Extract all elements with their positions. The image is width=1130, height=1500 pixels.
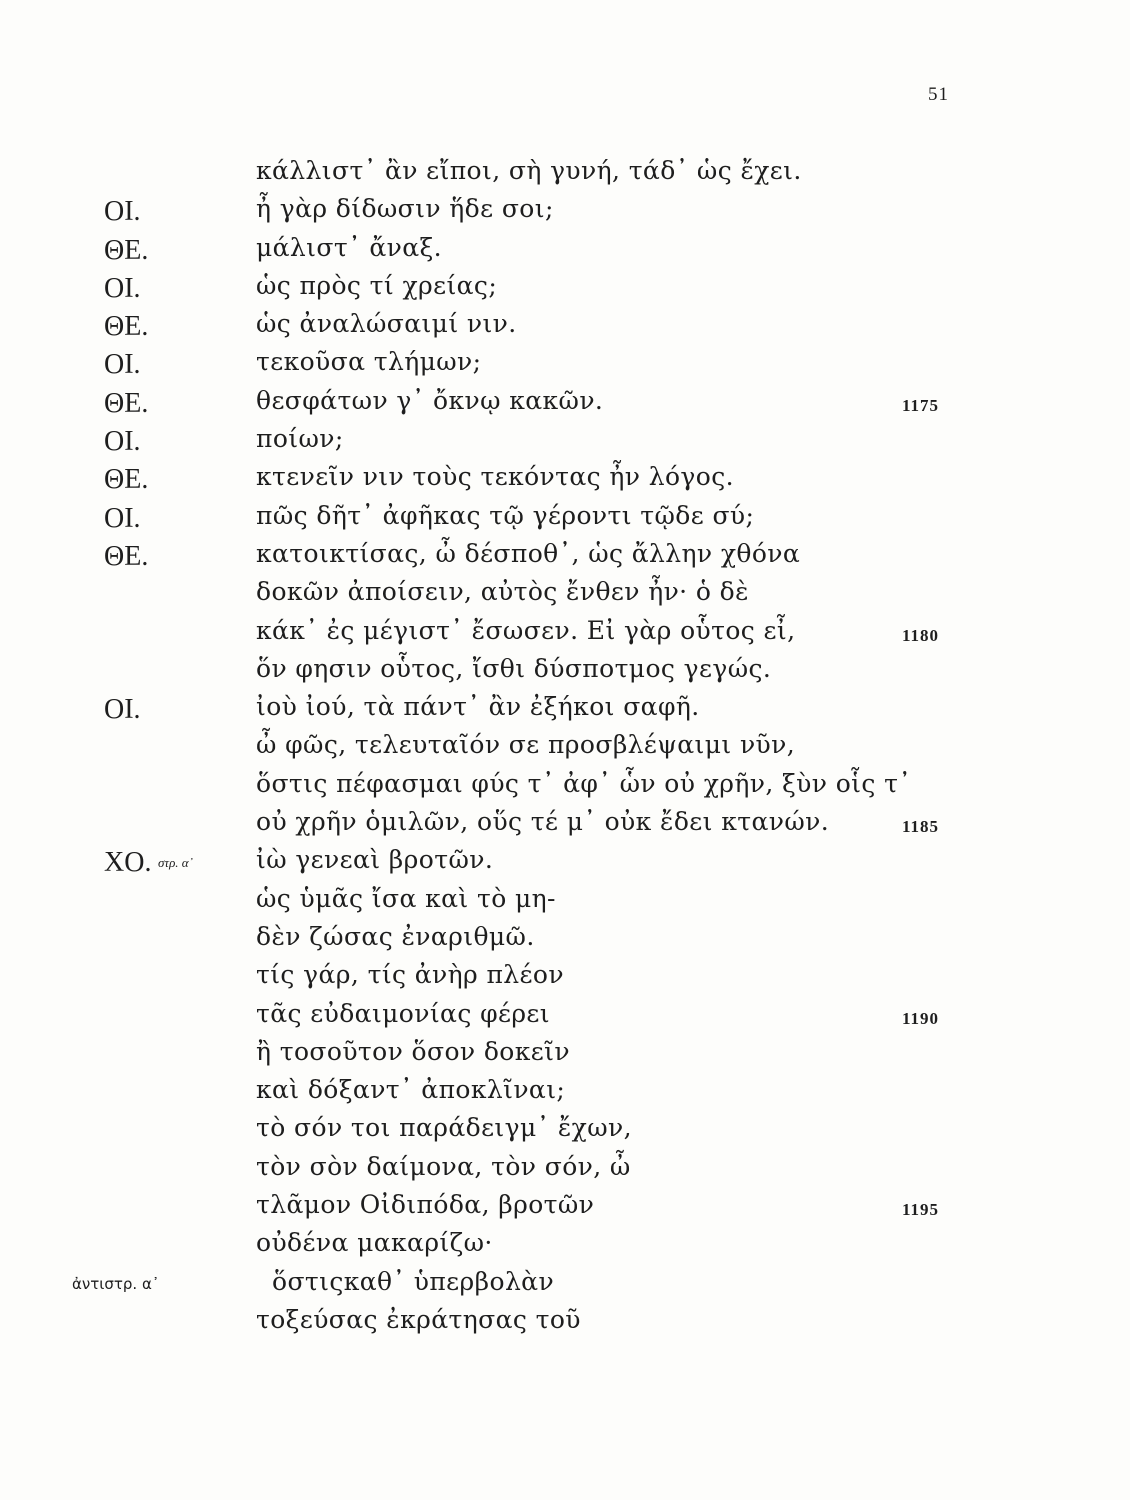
verse-text: ὅν φησιν οὗτος, ἴσθι δύσποτμος γεγώς. <box>256 653 772 683</box>
verse-text: τᾶς εὐδαιμονίας φέρει <box>256 998 550 1028</box>
speaker-label: ΟΙ. <box>104 196 141 228</box>
speaker-label: ΘΕ. <box>104 387 149 419</box>
verse-line <box>0 462 1130 500</box>
verse-text: ποίων; <box>256 424 344 454</box>
verse-line <box>0 386 1130 424</box>
verse-text: δοκῶν ἀποίσειν, αὐτὸς ἔνθεν ἦν· ὁ δὲ <box>256 577 749 607</box>
verse-line <box>0 501 1130 539</box>
line-number: 1190 <box>902 1008 940 1028</box>
verse-line <box>0 577 1130 615</box>
verse-text: ὅστις πέφασμαι φύς τ᾽ ἀφ᾽ ὧν οὐ χρῆν, ξὺν οἷς τ᾽ <box>256 768 912 798</box>
verse-line <box>0 692 1130 730</box>
verse-text: τεκοῦσα τλήμων; <box>256 347 482 377</box>
verse-text: ἰὼ γενεαὶ βροτῶν. <box>256 845 494 875</box>
verse-text: ἰοὺ ἰού, τὰ πάντ᾽ ἂν ἐξήκοι σαφῆ. <box>256 692 700 722</box>
verse-text: ὡς ἀναλώσαιμί νιν. <box>256 309 517 339</box>
verse-line <box>0 999 1130 1037</box>
verse-line <box>0 271 1130 309</box>
verse-line <box>0 233 1130 271</box>
verse-line <box>0 616 1130 654</box>
verse-text: τὸ σόν τοι παράδειγμ᾽ ἔχων, <box>256 1113 632 1143</box>
line-number: 1175 <box>902 395 940 415</box>
line-number: 1185 <box>902 817 940 837</box>
speaker-label: ΘΕ. <box>104 464 149 496</box>
verse-text: κατοικτίσας, ὦ δέσποθ᾽, ὡς ἄλλην χθόνα <box>256 538 801 568</box>
verse-line <box>0 1267 1130 1305</box>
line-number: 1180 <box>902 625 940 645</box>
verse-line <box>0 309 1130 347</box>
line-number: 1195 <box>902 1200 940 1220</box>
verse-text: ὅστιςκαθ᾽ ὑπερβολὰν <box>272 1266 555 1296</box>
verse-text: ὡς πρὸς τί χρείας; <box>256 270 498 300</box>
verse-text: οὐδένα μακαρίζω· <box>256 1228 493 1258</box>
verse-text: κτενεῖν νιν τοὺς τεκόντας ἦν λόγος. <box>256 462 734 492</box>
verse-line <box>0 1228 1130 1266</box>
verse-line <box>0 769 1130 807</box>
verse-line <box>0 1037 1130 1075</box>
verse-text: ἢ τοσοῦτον ὅσον δοκεῖν <box>256 1036 570 1066</box>
verse-text: κάκ᾽ ἐς μέγιστ᾽ ἔσωσεν. Εἰ γὰρ οὗτος εἶ, <box>256 615 796 645</box>
verse-line <box>0 845 1130 883</box>
verse-text: τοξεύσας ἐκράτησας τοῦ <box>256 1304 581 1334</box>
speaker-label: ΘΕ. <box>104 540 149 572</box>
verse-line <box>0 1152 1130 1190</box>
speaker-label: ΘΕ. <box>104 234 149 266</box>
speaker-label: ΟΙ. <box>104 349 141 381</box>
verse-text: ἦ γὰρ δίδωσιν ἥδε σοι; <box>256 194 554 224</box>
verse-line <box>0 730 1130 768</box>
speaker-label: ΟΙ. <box>104 426 141 458</box>
verse-line <box>0 960 1130 998</box>
verse-lines <box>0 156 1130 1343</box>
verse-text: θεσφάτων γ᾽ ὄκνῳ κακῶν. <box>256 385 604 415</box>
verse-line <box>0 424 1130 462</box>
verse-line <box>0 1190 1130 1228</box>
verse-line <box>0 1075 1130 1113</box>
verse-text: καὶ δόξαντ᾽ ἀποκλῖναι; <box>256 1075 566 1105</box>
speaker-label: ΟΙ. <box>104 502 141 534</box>
verse-line <box>0 1305 1130 1343</box>
speaker-label: ΟΙ. <box>104 272 141 304</box>
verse-text: ὡς ὑμᾶς ἴσα καὶ τὸ μη- <box>256 883 556 913</box>
verse-line <box>0 654 1130 692</box>
verse-line <box>0 807 1130 845</box>
verse-text: ὦ φῶς, τελευταῖόν σε προσβλέψαιμι νῦν, <box>256 730 796 760</box>
verse-line <box>0 194 1130 232</box>
verse-line <box>0 156 1130 194</box>
meter-label: στρ. α᾽ <box>158 855 193 871</box>
speaker-label: ΧΟ. <box>104 847 152 879</box>
speaker-label: ΘΕ. <box>104 311 149 343</box>
verse-line <box>0 539 1130 577</box>
verse-text: τλᾶμον Οἰδιπόδα, βροτῶν <box>256 1190 595 1220</box>
verse-text: τὸν σὸν δαίμονα, τὸν σόν, ὦ <box>256 1151 631 1181</box>
verse-line <box>0 347 1130 385</box>
page-number: 51 <box>928 84 949 105</box>
verse-text: οὐ χρῆν ὁμιλῶν, οὕς τέ μ᾽ οὐκ ἔδει κτανών. <box>256 807 830 837</box>
verse-text: δὲν ζώσας ἐναριθμῶ. <box>256 921 535 951</box>
speaker-label: ΟΙ. <box>104 694 141 726</box>
verse-text: μάλιστ᾽ ἄναξ. <box>256 232 442 262</box>
verse-text: κάλλιστ᾽ ἂν εἴποι, σὴ γυνή, τάδ᾽ ὡς ἔχει. <box>256 156 802 185</box>
verse-line <box>0 884 1130 922</box>
antistrophe-label: ἀντιστρ. α᾽ <box>72 1274 160 1293</box>
verse-text: πῶς δῆτ᾽ ἀφῆκας τῷ γέροντι τῷδε σύ; <box>256 500 755 530</box>
verse-text: τίς γάρ, τίς ἀνὴρ πλέον <box>256 960 564 990</box>
verse-line <box>0 922 1130 960</box>
verse-line <box>0 1113 1130 1151</box>
